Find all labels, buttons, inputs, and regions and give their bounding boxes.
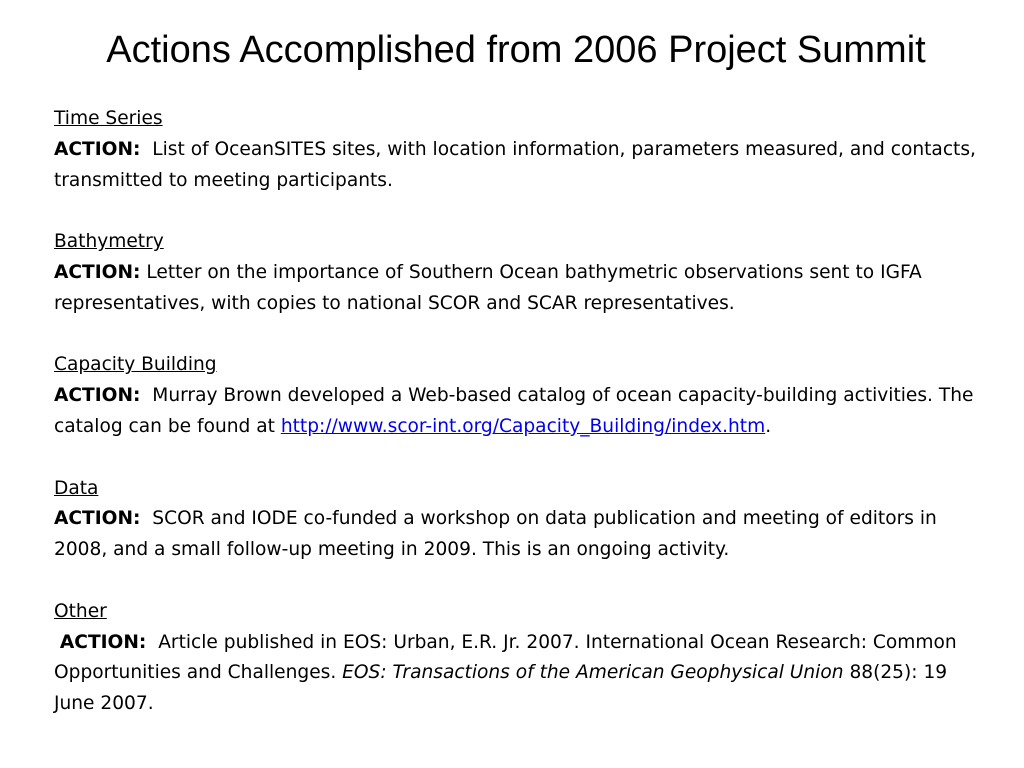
- action-label: ACTION:: [54, 138, 141, 160]
- action-text: Letter on the importance of Southern Ocean bathymetric observations sent to IGFA representatives, with copies to national SCOR and SCAR representatives.: [54, 261, 922, 314]
- section-capacity-building: [54, 350, 984, 442]
- action-label: ACTION:: [54, 508, 141, 530]
- action-text: SCOR and IODE co-funded a workshop on data publication and meeting of editors in 2008, and a small follow-up meeting in 2009. This is an ongoing activity.: [54, 508, 937, 561]
- slide-title: Actions Accomplished from 2006 Project Summit: [106, 29, 926, 71]
- section-bathymetry: [54, 227, 984, 319]
- action-text: List of OceanSITES sites, with location information, parameters measured, and contacts, transmitted to meeting participants.: [54, 138, 976, 191]
- section-heading: Capacity Building: [54, 354, 217, 376]
- catalog-link[interactable]: http://www.scor-int.org/Capacity_Building/index.htm: [280, 415, 766, 437]
- section-heading: Bathymetry: [54, 231, 164, 253]
- action-text: Article published in EOS: Urban, E.R. Jr. 2007. International Ocean Research: Common Opportunities and Challenges.: [54, 631, 957, 684]
- section-time-series: [54, 104, 984, 196]
- section-heading: Time Series: [54, 108, 163, 129]
- action-label: ACTION:: [59, 631, 147, 653]
- section-heading: Other: [54, 600, 107, 622]
- journal-name: EOS: Transactions of the American Geophysical Union: [342, 662, 844, 684]
- section-heading: Data: [54, 477, 99, 499]
- action-label: ACTION:: [54, 261, 141, 283]
- action-label: ACTION:: [54, 385, 141, 407]
- section-data: [54, 474, 984, 566]
- slide-body: [54, 104, 984, 751]
- citation-tail: 88(25): 19 June 2007.: [54, 662, 948, 715]
- action-text: Murray Brown developed a Web-based catalog of ocean capacity-building activities. The catalog can be found at: [54, 385, 974, 437]
- link-trailing-period: .: [765, 415, 772, 437]
- section-other: [54, 597, 984, 720]
